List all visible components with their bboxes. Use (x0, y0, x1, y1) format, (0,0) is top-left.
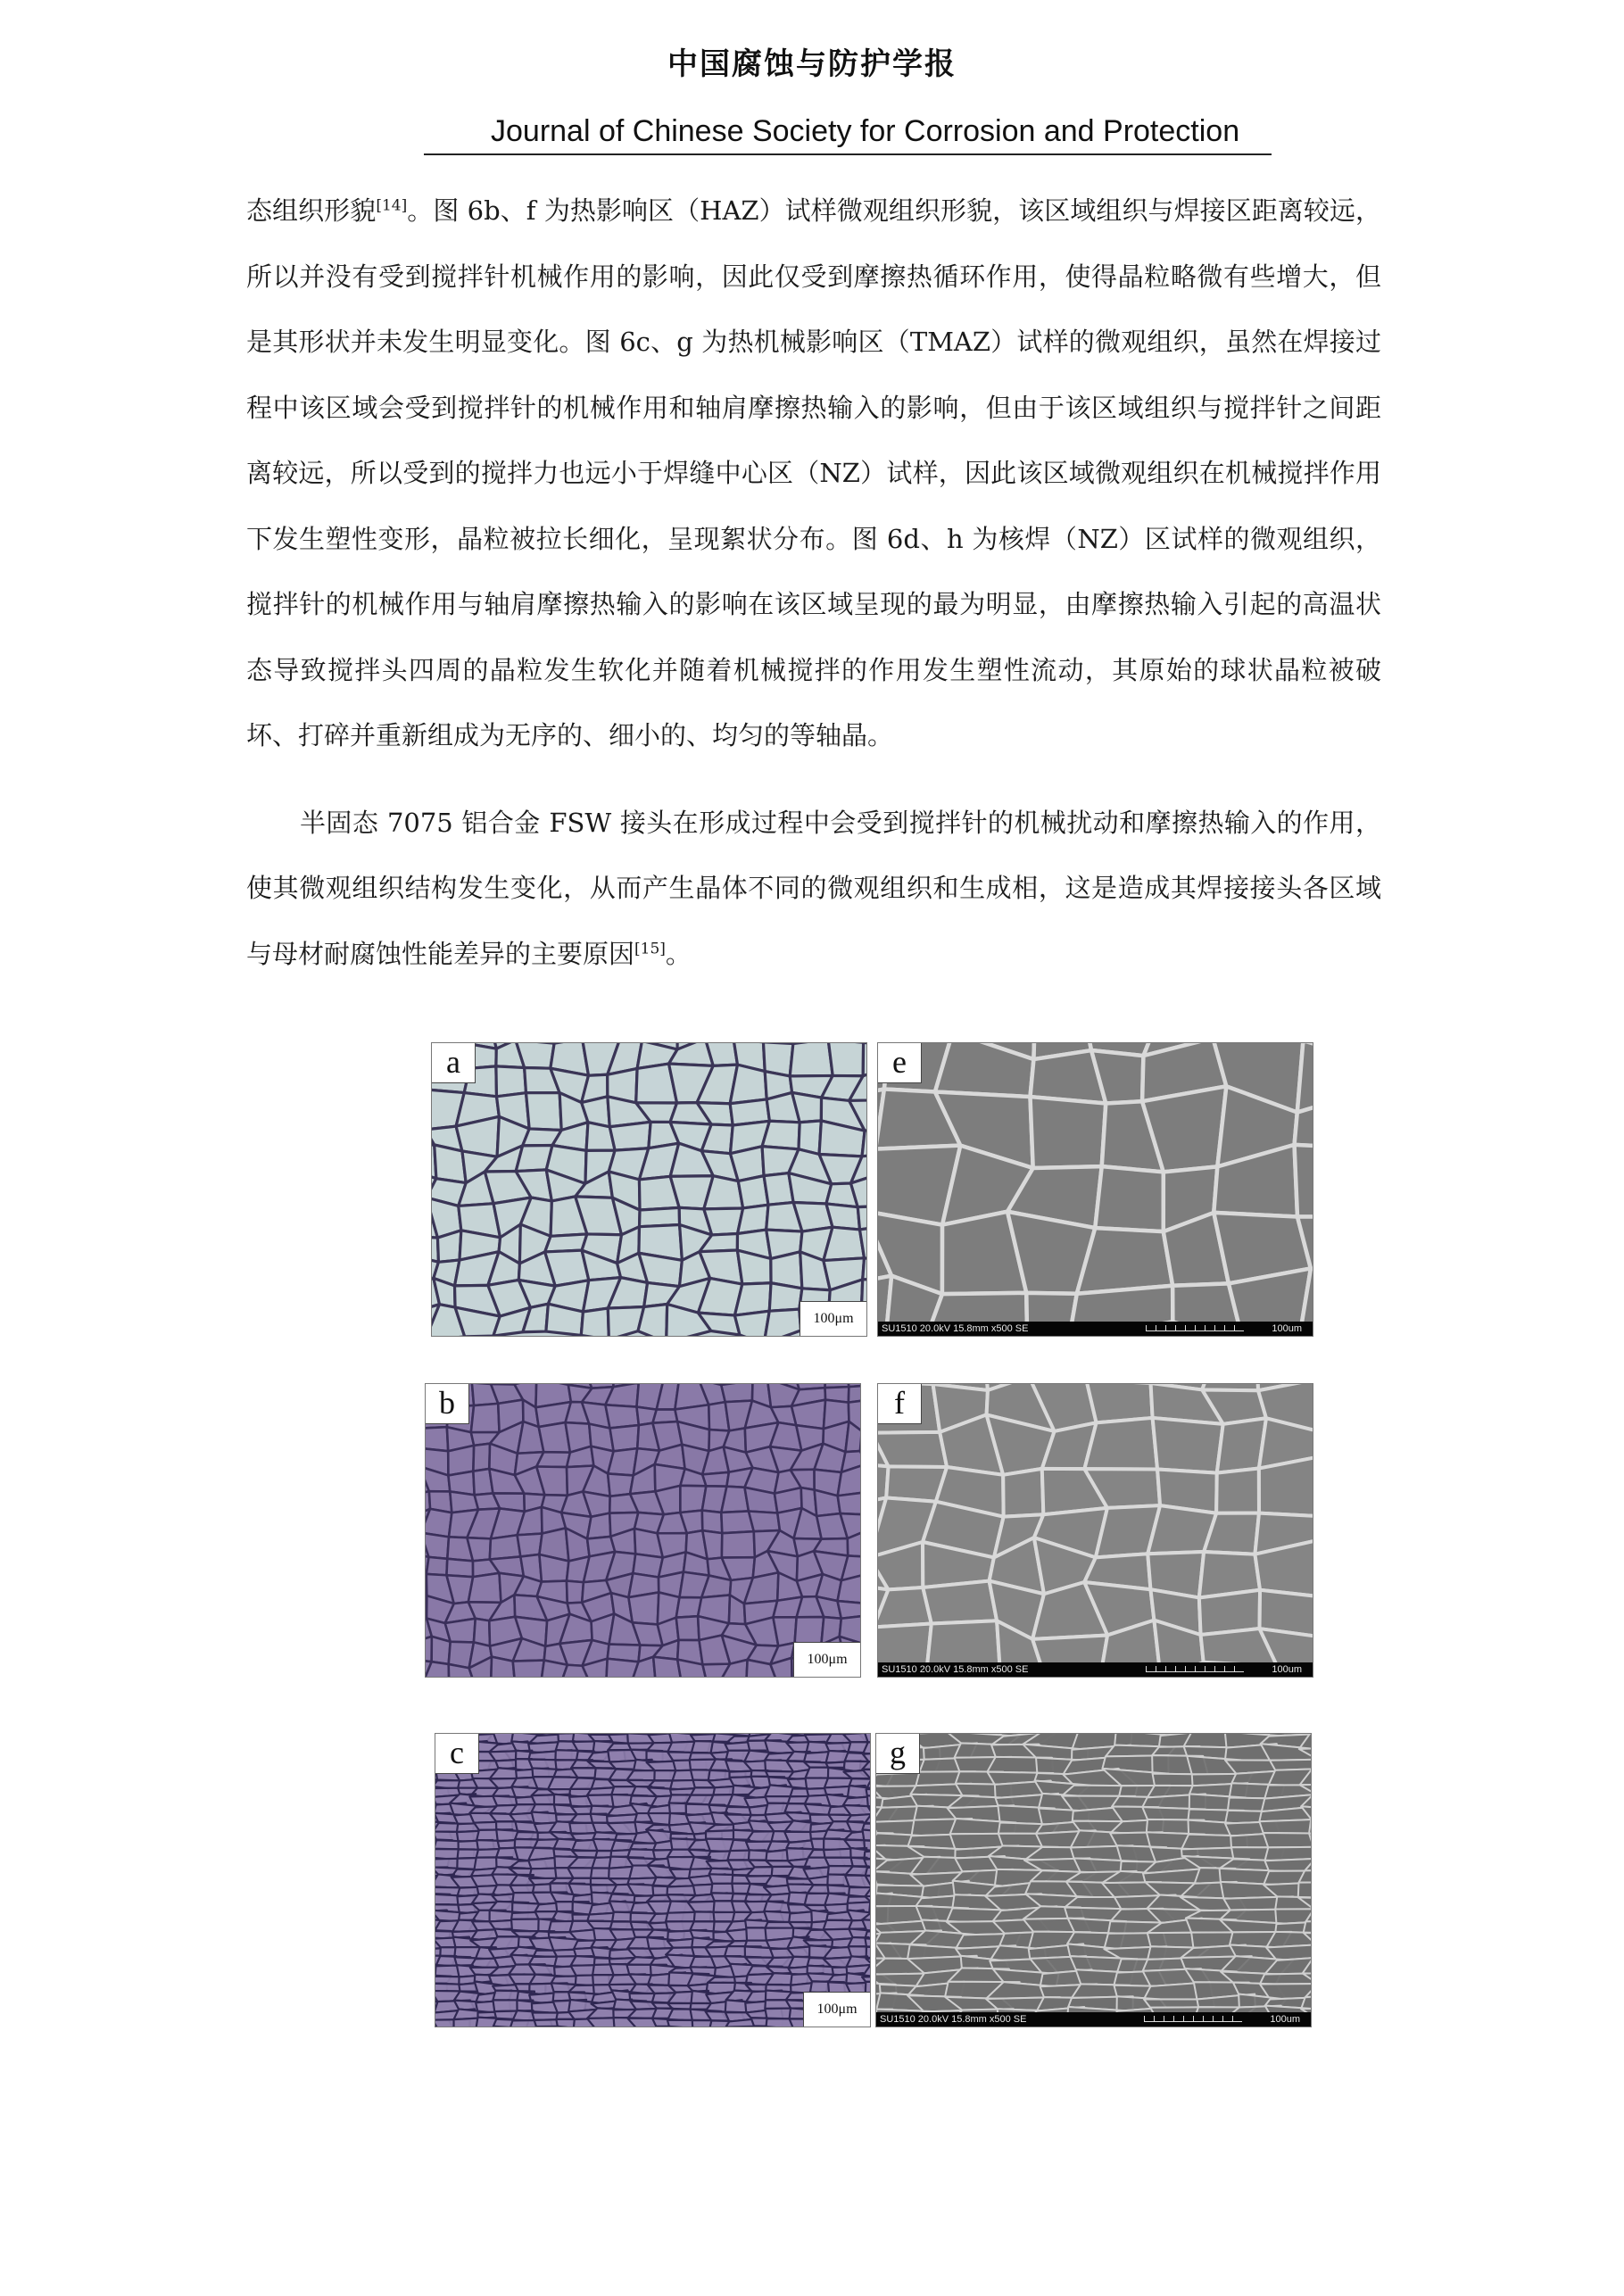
panel-label-b: b (426, 1384, 469, 1424)
micrograph-b (425, 1383, 861, 1678)
grain-cell (446, 1559, 473, 1577)
grain-cell (1216, 1469, 1259, 1513)
micrograph-g (875, 1733, 1312, 2027)
journal-title-underline (424, 114, 1272, 155)
sem-info-e: SU1510 20.0kV 15.8mm x500 SE (882, 1323, 1029, 1334)
sem-ticks-f (1146, 1666, 1244, 1672)
grain-cell (1095, 1166, 1164, 1231)
grain-cell (1077, 1228, 1172, 1294)
grain-cell (721, 1384, 752, 1402)
grain-cell (638, 1304, 667, 1336)
citation-14: [14] (376, 196, 408, 215)
scale-bar-a: 100μm (800, 1301, 866, 1336)
grain-cell (473, 1444, 490, 1471)
grain-cell (1153, 1418, 1223, 1473)
grain-cell (526, 1093, 562, 1131)
grain-cell (1259, 1819, 1311, 1833)
grain-cell (1030, 1097, 1106, 1168)
panel-label-g: g (876, 1734, 920, 1774)
grain-cell (609, 1122, 650, 1150)
micrograph-c-image (435, 1734, 870, 2027)
panel-label-f: f (878, 1384, 922, 1424)
sem-info-f: SU1510 20.0kV 15.8mm x500 SE (882, 1664, 1029, 1675)
paragraph-2 (246, 791, 1381, 988)
micrograph-f-image (878, 1384, 1313, 1677)
paragraph-1-body: 。图 6b、f 为热影响区（HAZ）试样微观组织形貌，该区域组织与焊接区距离较远，所以并没有受到搅拌针机械作用的影响，因此仅受到摩擦热循环作用，使得晶粒略微有些增大，但是其形状并未发生明显变化。图 6c、g 为热机械影响区（TMAZ）试样的微观组织，虽然在焊接过程中该区域会受到搅拌针的机械作用和轴肩摩擦热输入的影响，但由于该区域组织与搅拌针之间距离较远，所以受到的搅拌力也远小于焊缝中心区（NZ）试样，因此该区域微观组织在机械搅拌作用下发生塑性变形，晶粒被拉长细化，呈现絮状分布。图 6d、h 为核焊（NZ）区试样的微观组织，搅拌针的机械作用与轴肩摩擦热输入的影响在该区域呈现的最为明显，由摩擦热输入引起的高温状态导致搅拌头四周的晶粒发生软化并随着机械搅拌的作用发生塑性流动，其原始的球状晶粒被破坏、打碎并重新组成为无序的、细小的、均匀的等轴晶。 (246, 195, 1381, 750)
grain-cell (427, 1557, 448, 1575)
grain-cell (790, 1043, 833, 1076)
grain-cell (426, 1427, 448, 1451)
grain-cell (734, 1311, 769, 1336)
sem-ticks-e (1146, 1325, 1244, 1331)
grain-cell (795, 1617, 824, 1645)
grain-cell (863, 1043, 866, 1076)
grain-cell (722, 1531, 755, 1557)
paragraph-2-body: 半固态 7075 铝合金 FSW 接头在形成过程中会受到搅拌针的机械扰动和摩擦热输入的作用，使其微观组织结构发生变化，从而产生晶体不同的微观组织和生成相，这是造成其焊接接头各区域与母材耐腐蚀性能差异的主要原因 (246, 807, 1381, 969)
grain-cell (536, 1452, 570, 1467)
grain-cell (863, 1258, 866, 1280)
micrograph-e-image (878, 1043, 1313, 1336)
grain-cell (587, 1513, 610, 1539)
grain-network (878, 1384, 1313, 1677)
sem-info-bar-g (876, 2012, 1311, 2027)
grain-cell (468, 1573, 501, 1603)
micrograph-c (435, 1733, 871, 2027)
grain-cell (749, 1511, 780, 1531)
grain-cell (567, 1581, 584, 1604)
sem-info-bar-e (878, 1322, 1313, 1336)
grain-cell (702, 1472, 729, 1487)
grain-network (878, 1043, 1313, 1336)
sem-scale-e: 100um (1272, 1323, 1302, 1334)
citation-15: [15] (634, 939, 666, 957)
grain-network (876, 1734, 1311, 2025)
grain-cell (491, 1657, 515, 1677)
grain-cell (426, 1533, 449, 1559)
paragraph-2-end: 。 (665, 938, 692, 969)
grain-cell (927, 1620, 1000, 1668)
scale-bar-b: 100μm (793, 1642, 860, 1677)
panel-label-c: c (435, 1734, 479, 1774)
grain-cell (764, 1309, 800, 1336)
grain-cell (445, 1619, 476, 1643)
sem-scale-f: 100um (1272, 1664, 1302, 1675)
micrograph-a (431, 1042, 867, 1337)
grain-cell (490, 1535, 521, 1559)
grain-network (432, 1043, 866, 1336)
grain-cell (1003, 1469, 1043, 1517)
panel-label-e: e (878, 1043, 922, 1083)
grain-cell (826, 1204, 860, 1230)
journal-title-en: Journal of Chinese Society for Corrosion and Protection (491, 114, 1240, 148)
grain-cell (838, 1492, 860, 1515)
sem-info-g: SU1510 20.0kV 15.8mm x500 SE (880, 2014, 1027, 2025)
grain-cell (471, 1404, 500, 1432)
grain-cell (849, 1386, 860, 1403)
micrograph-g-image (876, 1734, 1311, 2027)
grain-cell (762, 1121, 800, 1149)
grain-cell (1264, 1833, 1311, 1847)
grain-cell (581, 1308, 609, 1336)
grain-cell (702, 1530, 722, 1559)
grain-cell (1084, 1418, 1157, 1470)
grain-cell (513, 1661, 544, 1677)
grain-cell (1295, 1145, 1313, 1217)
paragraph-1-start: 态组织形貌 (246, 195, 377, 226)
micrograph-f (877, 1383, 1313, 1678)
grain-cell (730, 1065, 766, 1104)
scale-bar-c: 100μm (803, 1992, 870, 2027)
grain-cell (432, 1637, 451, 1664)
grain-cell (1086, 1384, 1152, 1422)
grain-network (426, 1384, 860, 1677)
panel-label-a: a (432, 1043, 476, 1083)
grain-cell (628, 1592, 659, 1624)
grain-cell (878, 1432, 947, 1467)
grain-cell (828, 1043, 863, 1076)
grain-cell (923, 1581, 997, 1624)
grain-cell (426, 1509, 452, 1537)
grain-cell (878, 1624, 932, 1668)
grain-network (435, 1734, 870, 2027)
sem-ticks-g (1144, 2016, 1242, 2022)
grain-cell (676, 1616, 700, 1640)
sem-scale-g: 100um (1270, 2014, 1300, 2025)
sem-info-bar-f (878, 1662, 1313, 1677)
body-text (246, 178, 1381, 987)
grain-cell (609, 1425, 638, 1451)
grain-cell (769, 1283, 802, 1311)
grain-cell (1260, 1973, 1311, 1984)
micrograph-b-image (426, 1384, 860, 1677)
grain-cell (1264, 1858, 1311, 1871)
micrograph-e (877, 1042, 1313, 1337)
journal-title-cn: 中国腐蚀与防护学报 (667, 46, 957, 82)
paragraph-1 (246, 178, 1381, 769)
micrograph-a-image (432, 1043, 866, 1336)
grain-cell (858, 1206, 866, 1230)
